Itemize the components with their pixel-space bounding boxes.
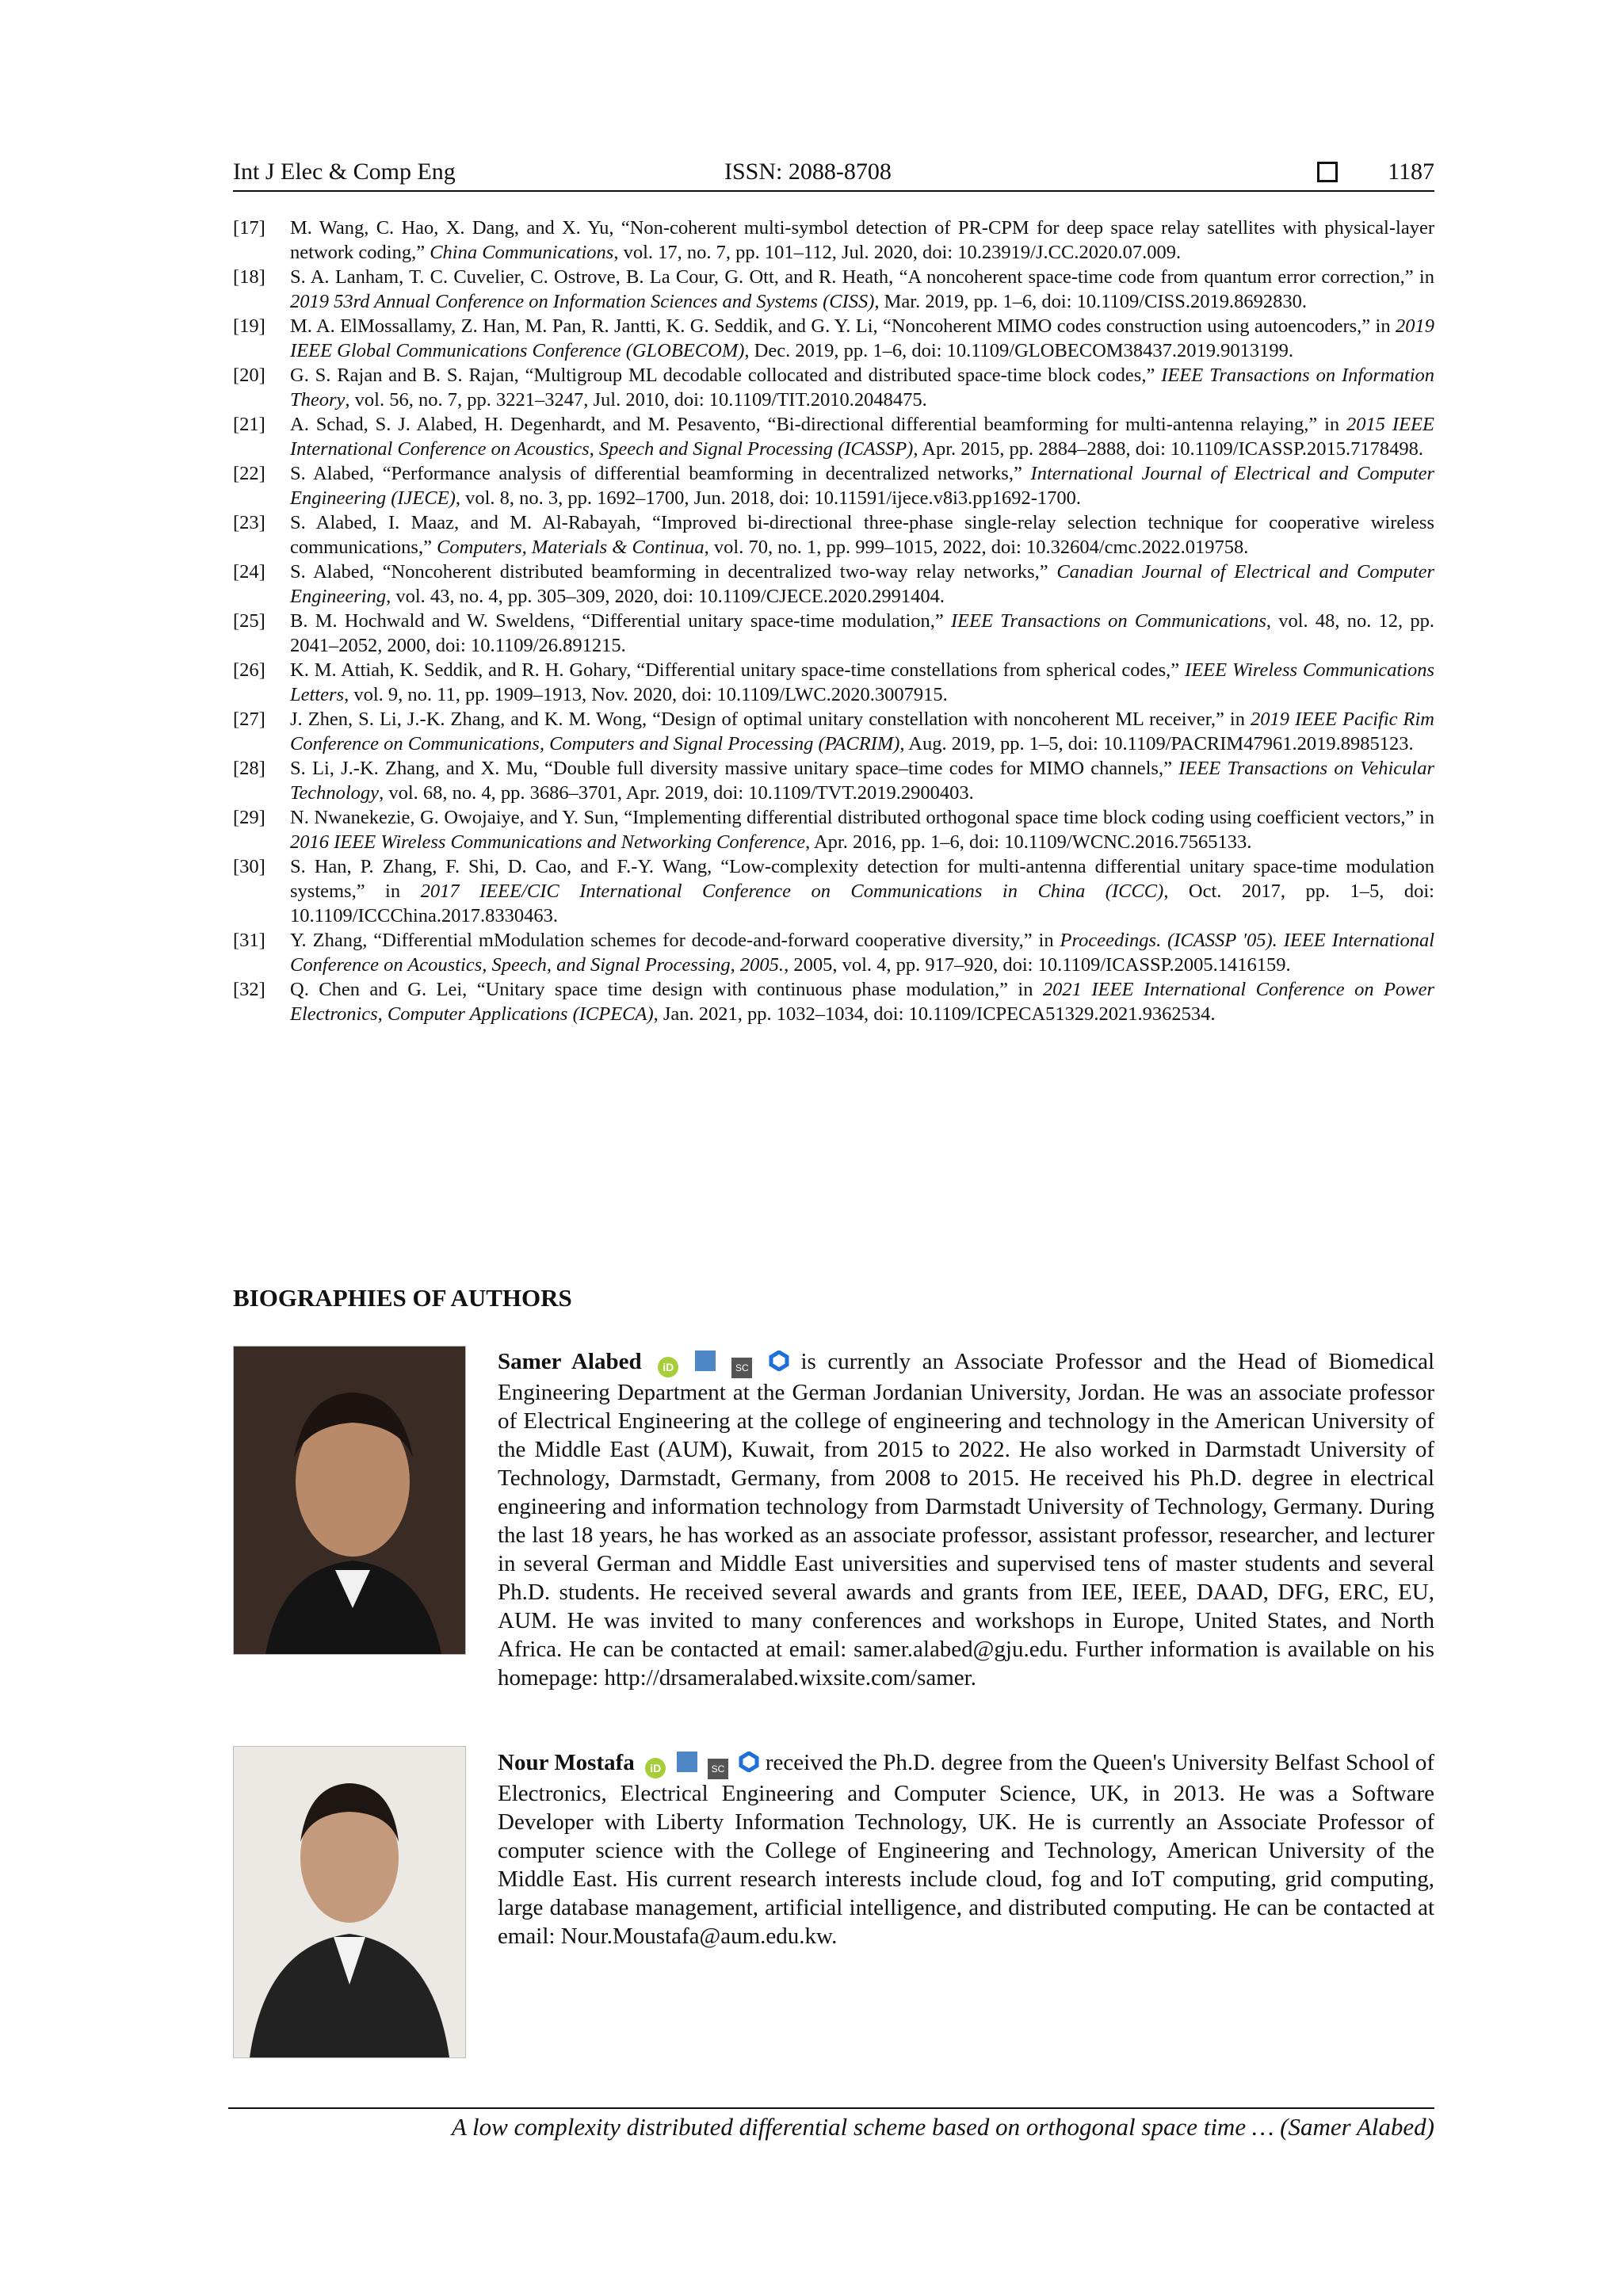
reference-venue: 2017 IEEE/CIC International Conference on Communications in China (ICCC): [420, 881, 1164, 902]
reference-details: , vol. 70, no. 1, pp. 999–1015, 2022, doi: 10.32604/cmc.2022.019758.: [704, 537, 1249, 558]
google-scholar-icon[interactable]: [695, 1350, 716, 1371]
reference-venue: 2015 IEEE International Conference on Acoustics, Speech and Signal Processing (ICASSP): [290, 414, 1434, 460]
reference-venue: IEEE Transactions on Communications: [951, 610, 1266, 632]
portrait-illustration: [234, 1747, 465, 2057]
footer-divider: [228, 2107, 1434, 2109]
reference-details: , vol. 48, no. 12, pp. 2041–2052, 2000, doi: 10.1109/26.891215.: [290, 610, 1435, 656]
reference-text: J. Zhen, S. Li, J.-K. Zhang, and K. M. Wong, “Design of optimal unitary constellation with noncoherent ML receiver,” in: [290, 709, 1251, 730]
reference-venue: IEEE Transactions on Information Theory: [290, 365, 1435, 411]
reference-details: , vol. 43, no. 4, pp. 305–309, 2020, doi: 10.1109/CJECE.2020.2991404.: [386, 586, 945, 607]
reference-text: S. Alabed, I. Maaz, and M. Al-Rabayah, “Improved bi-directional three-phase single-relay selection technique for cooperative wireless communications,”: [290, 512, 1434, 558]
reference-details: , Jan. 2021, pp. 1032–1034, doi: 10.1109/ICPECA51329.2021.9362534.: [653, 1003, 1216, 1025]
google-scholar-icon[interactable]: [677, 1752, 697, 1772]
reference-item: [233, 216, 1434, 265]
reference-number: [22]: [233, 463, 265, 484]
reference-item: [233, 707, 1434, 756]
orcid-icon[interactable]: iD: [658, 1357, 678, 1377]
reference-venue: Computers, Materials & Continua: [437, 537, 705, 558]
reference-item: [233, 977, 1434, 1026]
author-name: Nour Mostafa: [498, 1750, 635, 1775]
reference-item: [233, 854, 1434, 928]
reference-venue: International Journal of Electrical and Computer Engineering (IJECE): [290, 463, 1435, 509]
reference-text: Y. Zhang, “Differential mModulation schemes for decode-and-forward cooperative diversity,” in: [290, 930, 1060, 951]
publons-icon[interactable]: [739, 1751, 759, 1771]
reference-item: [233, 805, 1434, 854]
scopus-icon[interactable]: SC: [731, 1358, 752, 1378]
page-number: 1187: [1388, 159, 1434, 185]
reference-venue: 2021 IEEE International Conference on Power Electronics, Computer Applications (ICPECA): [290, 979, 1434, 1025]
reference-item: [233, 412, 1434, 461]
reference-text: S. Alabed, “Performance analysis of differential beamforming in decentralized networks,”: [290, 463, 1031, 484]
reference-item: [233, 510, 1434, 560]
reference-text: S. Han, P. Zhang, F. Shi, D. Cao, and F.-Y. Wang, “Low-complexity detection for multi-antenna differential unitary space-time modulation systems,” in: [290, 856, 1434, 902]
scopus-icon[interactable]: SC: [708, 1759, 728, 1779]
reference-venue: 2019 IEEE Global Communications Conference (GLOBECOM): [290, 315, 1434, 361]
reference-item: [233, 314, 1434, 363]
reference-item: [233, 756, 1434, 805]
reference-text: A. Schad, S. J. Alabed, H. Degenhardt, and M. Pesavento, “Bi-directional differential beamforming for multi-antenna relaying,” in: [290, 414, 1347, 435]
reference-item: [233, 461, 1434, 510]
reference-text: M. A. ElMossallamy, Z. Han, M. Pan, R. Jantti, K. G. Seddik, and G. Y. Li, “Noncoherent MIMO codes construction using autoencoders,” in: [290, 315, 1396, 337]
reference-number: [20]: [233, 365, 265, 386]
author-photo: [233, 1346, 466, 1655]
reference-number: [31]: [233, 930, 265, 951]
reference-venue: IEEE Wireless Communications Letters: [290, 659, 1434, 705]
reference-number: [21]: [233, 414, 265, 435]
reference-item: [233, 658, 1434, 707]
author-bio: [498, 1347, 1434, 1692]
reference-number: [32]: [233, 979, 265, 1000]
reference-number: [30]: [233, 856, 265, 877]
reference-number: [29]: [233, 807, 265, 828]
reference-text: B. M. Hochwald and W. Sweldens, “Differential unitary space-time modulation,”: [290, 610, 951, 632]
reference-number: [24]: [233, 561, 265, 583]
reference-item: [233, 928, 1434, 977]
reference-venue: Canadian Journal of Electrical and Computer Engineering: [290, 561, 1434, 607]
reference-number: [17]: [233, 217, 265, 239]
reference-details: , vol. 8, no. 3, pp. 1692–1700, Jun. 2018, doi: 10.11591/ijece.v8i3.pp1692-1700.: [455, 487, 1082, 509]
square-icon: [1317, 162, 1338, 182]
reference-number: [23]: [233, 512, 265, 533]
reference-text: S. Li, J.-K. Zhang, and X. Mu, “Double full diversity massive unitary space–time codes for MIMO channels,”: [290, 758, 1179, 779]
author-bio-text: is currently an Associate Professor and the Head of Biomedical Engineering Department at the German Jordanian University, Jordan. He was an associate professor of Electrical Engineering at the college of engineering and technology in the American University of the Middle East (AUM), Kuwait, from 2015 to 2022. He also worked in Darmstadt University of Technology, Darmstadt, Germany, from 2008 to 2015. He received his Ph.D. degree in electrical engineering and information technology from Darmstadt University of Technology, Germany. During the last 18 years, he has worked as an associate professor, assistant professor, researcher, and lecturer in several German and Middle East universities and supervised tens of master students and several Ph.D. students. He received several awards and grants from IEE, IEEE, DAAD, DFG, ERC, EU, AUM. He was invited to many conferences and workshops in Europe, United States, and North Africa. He can be contacted at email: samer.alabed@gju.edu. Further information is available on his homepage: http://drsameralabed.wixsite.com/samer.: [498, 1349, 1435, 1690]
reference-details: , Dec. 2019, pp. 1–6, doi: 10.1109/GLOBECOM38437.2019.9013199.: [744, 340, 1293, 361]
reference-venue: 2019 IEEE Pacific Rim Conference on Communications, Computers and Signal Processing (PACRIM): [290, 709, 1434, 755]
reference-venue: 2019 53rd Annual Conference on Information Sciences and Systems (CISS): [290, 291, 875, 312]
publons-icon[interactable]: [769, 1350, 789, 1370]
page-header: [233, 155, 1434, 192]
author-photo: [233, 1746, 466, 2058]
reference-details: , Mar. 2019, pp. 1–6, doi: 10.1109/CISS.2019.8692830.: [874, 291, 1307, 312]
author-bio: [498, 1748, 1434, 1950]
reference-number: [27]: [233, 709, 265, 730]
author-bio-text: received the Ph.D. degree from the Queen's University Belfast School of Electronics, Electrical Engineering and Computer Science, UK, in 2013. He was a Software Developer with Liberty Information Technology, UK. He is currently an Associate Professor of computer science with the College of Engineering and Technology, American University of the Middle East. His current research interests include cloud, fog and IoT computing, grid computing, large database management, artificial intelligence, and distributed computing. He can be contacted at email: Nour.Moustafa@aum.edu.kw.: [498, 1750, 1435, 1949]
reference-item: [233, 609, 1434, 658]
reference-item: [233, 560, 1434, 609]
reference-details: , Aug. 2019, pp. 1–5, doi: 10.1109/PACRIM47961.2019.8985123.: [899, 733, 1414, 755]
orcid-icon[interactable]: iD: [645, 1758, 666, 1778]
portrait-illustration: [234, 1347, 465, 1654]
reference-details: , vol. 68, no. 4, pp. 3686–3701, Apr. 2019, doi: 10.1109/TVT.2019.2900403.: [379, 782, 974, 804]
reference-number: [28]: [233, 758, 265, 779]
reference-details: , Apr. 2016, pp. 1–6, doi: 10.1109/WCNC.2016.7565133.: [805, 831, 1252, 853]
reference-number: [18]: [233, 266, 265, 288]
author-name: Samer Alabed: [498, 1349, 642, 1374]
reference-text: S. A. Lanham, T. C. Cuvelier, C. Ostrove, B. La Cour, G. Ott, and R. Heath, “A noncoherent space-time code from quantum error correction,” in: [290, 266, 1434, 288]
reference-item: [233, 363, 1434, 412]
reference-venue: 2016 IEEE Wireless Communications and Networking Conference: [290, 831, 806, 853]
reference-details: , Oct. 2017, pp. 1–5, doi: 10.1109/ICCChina.2017.8330463.: [290, 881, 1434, 926]
reference-details: , vol. 17, no. 7, pp. 101–112, Jul. 2020, doi: 10.23919/J.CC.2020.07.009.: [613, 242, 1182, 263]
reference-item: [233, 265, 1434, 314]
issn: ISSN: 2088-8708: [724, 159, 892, 185]
reference-details: , Apr. 2015, pp. 2884–2888, doi: 10.1109/ICASSP.2015.7178498.: [913, 438, 1423, 460]
reference-text: S. Alabed, “Noncoherent distributed beamforming in decentralized two-way relay networks,”: [290, 561, 1057, 583]
reference-details: , 2005, vol. 4, pp. 917–920, doi: 10.1109/ICASSP.2005.1416159.: [784, 954, 1291, 976]
reference-text: N. Nwanekezie, G. Owojaiye, and Y. Sun, “Implementing differential distributed orthogonal space time block coding using coefficient vectors,” in: [290, 807, 1434, 828]
reference-list: [233, 216, 1434, 1026]
reference-text: K. M. Attiah, K. Seddik, and R. H. Gohary, “Differential unitary space-time constellations from spherical codes,”: [290, 659, 1186, 681]
reference-details: , vol. 56, no. 7, pp. 3221–3247, Jul. 2010, doi: 10.1109/TIT.2010.2048475.: [345, 389, 927, 411]
journal-name: Int J Elec & Comp Eng: [233, 159, 456, 185]
reference-number: [26]: [233, 659, 265, 681]
section-title: BIOGRAPHIES OF AUTHORS: [233, 1284, 572, 1312]
reference-venue: Proceedings. (ICASSP '05). IEEE International Conference on Acoustics, Speech, and Signal Processing, 2005.: [290, 930, 1435, 976]
reference-number: [19]: [233, 315, 265, 337]
reference-text: Q. Chen and G. Lei, “Unitary space time design with continuous phase modulation,” in: [290, 979, 1043, 1000]
reference-venue: IEEE Transactions on Vehicular Technology: [290, 758, 1434, 804]
reference-number: [25]: [233, 610, 265, 632]
reference-text: G. S. Rajan and B. S. Rajan, “Multigroup ML decodable collocated and distributed space-time block codes,”: [290, 365, 1162, 386]
reference-text: M. Wang, C. Hao, X. Dang, and X. Yu, “Non-coherent multi-symbol detection of PR-CPM for deep space relay satellites with physical-layer network coding,”: [290, 217, 1434, 263]
running-title: A low complexity distributed differential scheme based on orthogonal space time … (Samer Alabed): [451, 2113, 1434, 2141]
reference-venue: China Communications: [430, 242, 614, 263]
reference-details: , vol. 9, no. 11, pp. 1909–1913, Nov. 2020, doi: 10.1109/LWC.2020.3007915.: [344, 684, 948, 705]
